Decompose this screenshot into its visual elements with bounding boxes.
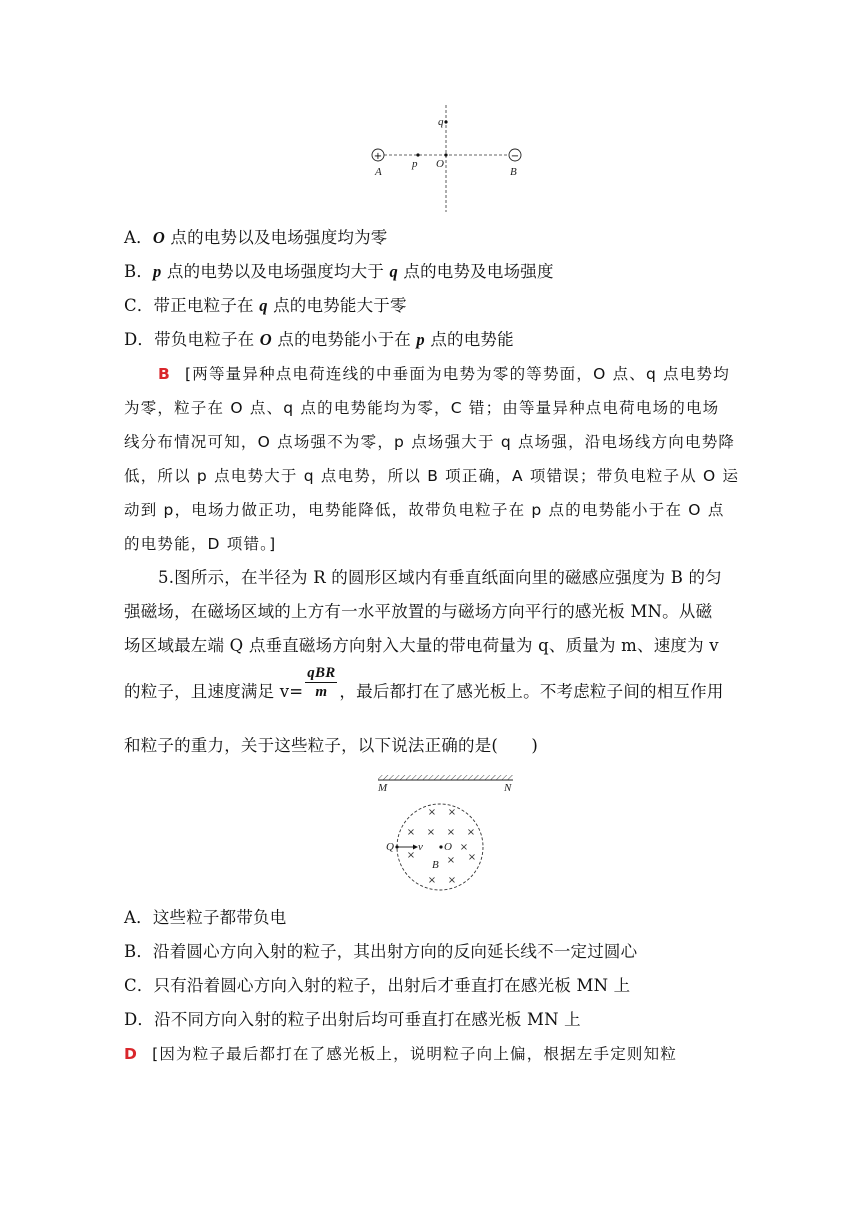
q5-stem-line-5: 和粒子的重力，关于这些粒子，以下说法正确的是( ) — [124, 736, 539, 755]
svg-text:×: × — [467, 852, 477, 863]
q4-answer-line-6: 的电势能，D 项错。] — [124, 535, 277, 553]
magnetic-field-diagram — [370, 770, 520, 895]
label-N: N — [504, 782, 512, 794]
svg-text:×: × — [406, 850, 416, 861]
label-B2: B — [432, 859, 439, 871]
q4-option-d: D．带负电粒子在 O 点的电势能小于在 p 点的电势能 — [124, 330, 514, 349]
q5-answer-line-1: D [因为粒子最后都打在了感光板上，说明粒子向上偏，根据左手定则知粒 — [124, 1045, 678, 1063]
svg-text:×: × — [447, 875, 457, 886]
velocity-fraction: $\frac{\text{qBR}}{m}$ — [307, 665, 336, 700]
q4-answer-line-1: B [两等量异种点电荷连线的中垂面为电势为零的等势面，O 点、q 点电势均 — [158, 365, 730, 383]
q4-answer-line-5: 动到 p，电场力做正功，电势能降低，故带负电粒子在 p 点的电势能小于在 O 点 — [124, 501, 725, 519]
q4-answer-line-2: 为零，粒子在 O 点、q 点的电势能均为零，C 错；由等量异种点电荷电场的电场 — [124, 399, 720, 417]
q4-option-a: A．O 点的电势以及电场强度均为零 — [124, 228, 388, 247]
svg-text:×: × — [466, 827, 476, 838]
q5-stem-line-2: 强磁场，在磁场区域的上方有一水平放置的与磁场方向平行的感光板 MN。从磁 — [124, 602, 713, 621]
svg-text:×: × — [427, 807, 437, 818]
label-Q: Q — [386, 841, 394, 853]
q5-option-c: C．只有沿着圆心方向入射的粒子，出射后才垂直打在感光板 MN 上 — [124, 976, 631, 995]
q4-answer-letter: B — [158, 365, 172, 383]
label-O2: O — [444, 841, 452, 853]
q5-option-b: B．沿着圆心方向入射的粒子，其出射方向的反向延长线不一定过圆心 — [124, 942, 638, 961]
q5-stem-line-3: 场区域最左端 Q 点垂直磁场方向射入大量的带电荷量为 q、质量为 m、速度为 v — [124, 636, 719, 655]
svg-text:×: × — [459, 842, 469, 853]
q4-answer-line-4: 低，所以 p 点电势大于 q 点电势，所以 B 项正确，A 项错误；带负电粒子从 O 运 — [124, 467, 740, 485]
q5-option-a: A．这些粒子都带负电 — [124, 908, 287, 927]
plus-sign: + — [373, 151, 383, 162]
q4-answer-line-3: 线分布情况可知，O 点场强不为零，p 点场强大于 q 点场强，沿电场线方向电势降 — [124, 433, 736, 451]
q5-stem-line-4: 的粒子，且速度满足 v= $\frac{\text{qBR}}{m}$ ，最后都打在了感光板上。不考虑粒子间的相互作用 — [124, 665, 724, 701]
q4-option-c: C．带正电粒子在 q 点的电势能大于零 — [124, 296, 407, 315]
svg-text:×: × — [426, 827, 436, 838]
svg-text:×: × — [446, 855, 456, 866]
label-M: M — [378, 782, 388, 794]
label-A: A — [375, 166, 382, 178]
charge-diagram — [360, 100, 540, 215]
svg-text:×: × — [427, 875, 437, 886]
svg-text:×: × — [406, 827, 416, 838]
label-p: p — [412, 158, 418, 170]
label-O: O — [436, 158, 444, 170]
q4-option-b: B．p 点的电势以及电场强度均大于 q 点的电势及电场强度 — [124, 262, 554, 281]
q5-stem-line-1: 5.图所示，在半径为 R 的圆形区域内有垂直纸面向里的磁感应强度为 B 的匀 — [158, 568, 722, 587]
q5-option-d: D．沿不同方向入射的粒子出射后均可垂直打在感光板 MN 上 — [124, 1010, 581, 1029]
label-v: v — [418, 841, 423, 853]
label-B: B — [510, 166, 517, 178]
svg-text:×: × — [447, 807, 457, 818]
minus-sign: − — [510, 151, 520, 162]
label-q: q — [438, 116, 444, 128]
svg-text:×: × — [446, 827, 456, 838]
q5-answer-letter: D — [124, 1045, 139, 1063]
